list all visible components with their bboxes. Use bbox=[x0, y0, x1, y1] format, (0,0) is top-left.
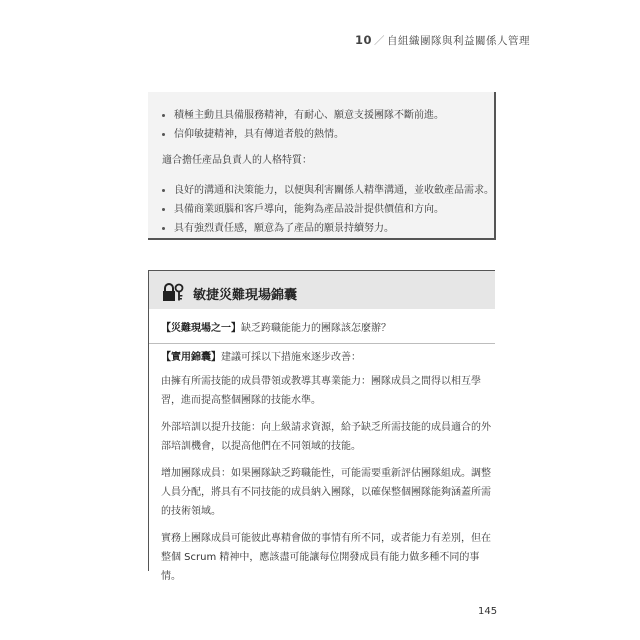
page-number: 145 bbox=[478, 606, 498, 617]
header-separator: ／ bbox=[374, 35, 385, 47]
tips-title: 敏捷災難現場錦囊 bbox=[193, 288, 298, 303]
bullet-item: 具備商業頭腦和客戶導向，能夠為產品設計提供價值和方向。 bbox=[148, 200, 488, 219]
tips-box bbox=[148, 270, 495, 582]
bullet-item: 具有強烈責任感，願意為了產品的願景持續努力。 bbox=[148, 219, 488, 238]
tip-line bbox=[161, 348, 491, 367]
traits-subhead: 適合擔任產品負責人的人格特質： bbox=[162, 155, 312, 166]
scenario-text: 缺乏跨職能能力的團隊該怎麼辦？ bbox=[241, 323, 391, 334]
tip-tag: 【實用錦囊】 bbox=[161, 352, 221, 363]
tip-paragraph: 實務上團隊成員可能彼此專精會做的事情有所不同，或者能力有差別，但在整個 Scrum 精神中，應該盡可能讓每位開發成員有能力做多種不同的事情。 bbox=[161, 533, 491, 582]
bullet-list-top bbox=[148, 106, 488, 144]
bullet-item: 良好的溝通和決策能力，以便與利害關係人精準溝通，並收斂產品需求。 bbox=[148, 181, 488, 200]
bullet-item: 積極主動且具備服務精神，有耐心、願意支援團隊不斷前進。 bbox=[148, 106, 488, 125]
bullet-item: 信仰敏捷精神，具有傳道者般的熱情。 bbox=[148, 125, 488, 144]
running-header bbox=[355, 33, 530, 48]
lock-key-icon bbox=[162, 283, 184, 301]
tip-paragraph: 由擁有所需技能的成員帶領或教導其專業能力：團隊成員之間得以相互學習，進而提高整個團隊的技能水準。 bbox=[161, 376, 481, 406]
tips-title-bar bbox=[149, 271, 495, 309]
tip-paragraph: 外部培訓以提升技能：向上級請求資源，給予缺乏所需技能的成員適合的外部培訓機會，以提高他們在不同領域的技能。 bbox=[161, 422, 491, 452]
tip-paragraph: 增加團隊成員：如果團隊缺乏跨職能性，可能需要重新評估團隊組成。調整人員分配，將具有不同技能的成員納入團隊，以確保整個團隊能夠涵蓋所需的技術領域。 bbox=[161, 468, 491, 517]
tip-text: 建議可採以下措施來逐步改善： bbox=[221, 352, 361, 363]
divider bbox=[149, 343, 495, 344]
chapter-number: 10 bbox=[354, 33, 372, 47]
bullet-list-bottom bbox=[148, 181, 494, 238]
chapter-title: 自組織團隊與利益關係人管理 bbox=[387, 35, 530, 47]
scenario-tag: 【災難現場之一】 bbox=[161, 323, 241, 334]
traits-box bbox=[148, 92, 496, 240]
scenario-line bbox=[161, 319, 491, 338]
